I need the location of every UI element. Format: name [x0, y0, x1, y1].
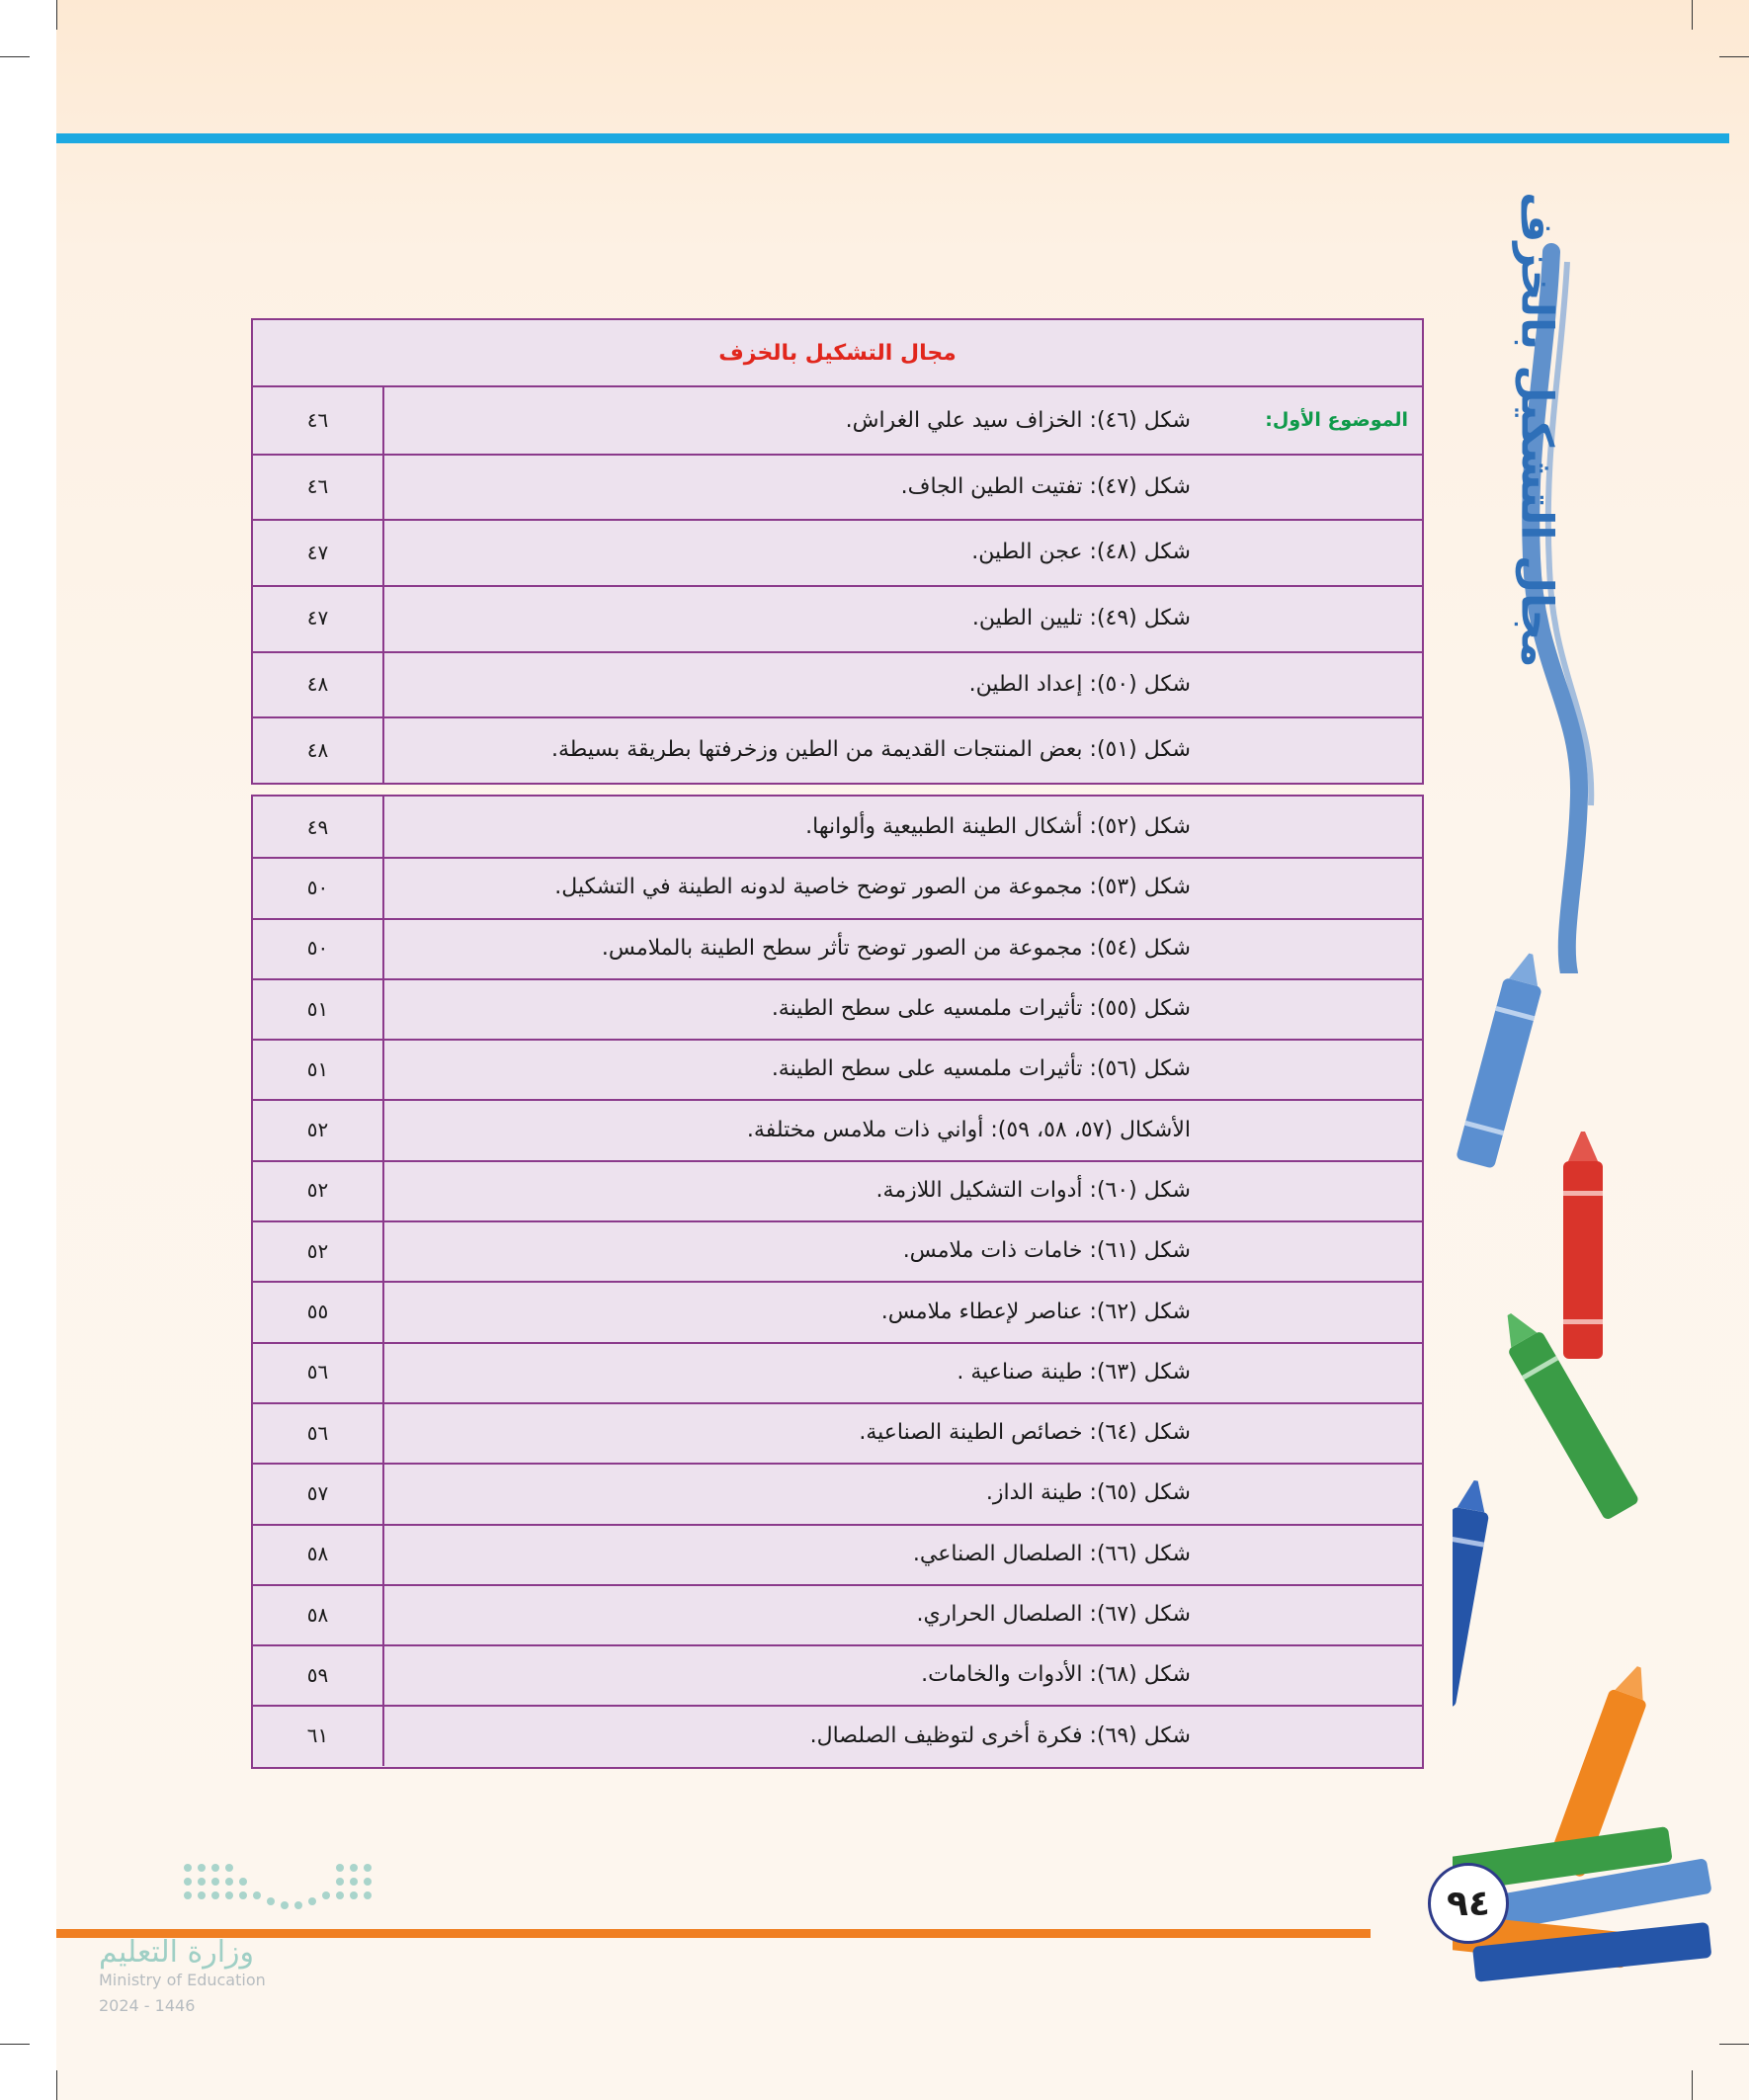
- row-page-number: ٥٠: [253, 857, 384, 917]
- side-title: [1477, 192, 1586, 672]
- row-page-number: ٥٢: [253, 1220, 384, 1281]
- table-row: [253, 1706, 1422, 1766]
- table-row: [253, 519, 1422, 587]
- table-row: [253, 454, 1422, 522]
- row-description: شكل (٦٤): خصائص الطينة الصناعية.: [859, 1420, 1191, 1446]
- table-row: [253, 1402, 1422, 1465]
- row-page-number: ٦١: [253, 1706, 384, 1766]
- table-row: [253, 1342, 1422, 1404]
- row-description: شكل (٦٨): الأدوات والخامات.: [921, 1662, 1191, 1688]
- crop-mark: [0, 2044, 30, 2045]
- table-row: [253, 1160, 1422, 1222]
- toc-table-part-a: [251, 318, 1424, 785]
- top-accent-bar: [56, 133, 1729, 143]
- table-row: [253, 978, 1422, 1041]
- crop-mark: [1692, 2070, 1693, 2100]
- table-row: [253, 1584, 1422, 1646]
- table-row: [253, 1220, 1422, 1283]
- row-page-number: ٤٨: [253, 651, 384, 717]
- row-description: الأشكال (٥٧، ٥٨، ٥٩): أواني ذات ملامس مختلفة.: [746, 1117, 1191, 1142]
- row-description: شكل (٥٤): مجموعة من الصور توضح تأثر سطح الطينة بالملامس.: [601, 935, 1191, 961]
- table-row: [253, 1100, 1422, 1162]
- row-page-number: ٥٦: [253, 1402, 384, 1463]
- row-page-number: ٤٩: [253, 797, 384, 857]
- toc-table-part-b: [251, 795, 1424, 1769]
- row-page-number: ٥١: [253, 1039, 384, 1099]
- table-row: [253, 1524, 1422, 1586]
- side-title-text: مجال التشكيل بالخزف: [1511, 192, 1562, 668]
- row-description: شكل (٦١): خامات ذات ملامس.: [902, 1238, 1191, 1264]
- row-description: شكل (٤٩): تليين الطين.: [971, 605, 1191, 630]
- ministry-arabic-name: وزارة التعليم: [99, 1935, 255, 1970]
- table-row: [253, 1463, 1422, 1525]
- row-description: شكل (٦٣): طينة صناعية .: [957, 1359, 1191, 1385]
- crop-mark: [0, 56, 30, 57]
- row-description: شكل (٥٣): مجموعة من الصور توضح خاصية لدونه الطينة في التشكيل.: [554, 875, 1191, 900]
- crop-mark: [56, 2070, 57, 2100]
- table-row: [253, 1039, 1422, 1101]
- table-header-row: [253, 320, 1422, 387]
- table-row: [253, 651, 1422, 719]
- topic-label: الموضوع الأول:: [1265, 409, 1408, 432]
- crop-mark: [56, 0, 57, 30]
- page-number: ٩٤: [1447, 1883, 1490, 1924]
- row-description: شكل (٤٦): الخزاف سيد علي الغراش.: [845, 407, 1191, 433]
- row-page-number: ٥٨: [253, 1524, 384, 1584]
- row-page-number: ٤٧: [253, 585, 384, 651]
- row-description: شكل (٦٠): أدوات التشكيل اللازمة.: [875, 1177, 1191, 1203]
- row-page-number: ٥٦: [253, 1342, 384, 1402]
- row-description: شكل (٥٠): إعداد الطين.: [968, 671, 1191, 697]
- row-page-number: ٥٧: [253, 1463, 384, 1523]
- row-description: شكل (٦٩): فكرة أخرى لتوظيف الصلصال.: [809, 1722, 1191, 1748]
- row-description: شكل (٦٢): عناصر لإعطاء ملامس.: [880, 1299, 1191, 1324]
- row-description: شكل (٥٥): تأثيرات ملمسيه على سطح الطينة.: [771, 996, 1191, 1022]
- row-page-number: ٤٧: [253, 519, 384, 585]
- row-description: شكل (٤٧): تفتيت الطين الجاف.: [900, 473, 1191, 499]
- row-description: شكل (٥١): بعض المنتجات القديمة من الطين وزخرفتها بطريقة بسيطة.: [551, 737, 1191, 763]
- table-row: [253, 857, 1422, 919]
- crop-mark: [1719, 56, 1749, 57]
- row-page-number: ٥٢: [253, 1100, 384, 1160]
- row-description: شكل (٤٨): عجن الطين.: [971, 540, 1191, 565]
- row-description: شكل (٦٧): الصلصال الحراري.: [916, 1602, 1191, 1628]
- row-page-number: ٤٦: [253, 454, 384, 520]
- row-description: شكل (٥٦): تأثيرات ملمسيه على سطح الطينة.: [771, 1056, 1191, 1082]
- ministry-year: 2024 - 1446: [99, 1996, 196, 2015]
- row-page-number: ٥٩: [253, 1644, 384, 1705]
- crop-mark: [1719, 2044, 1749, 2045]
- table-row: [253, 1281, 1422, 1343]
- row-description: شكل (٥٢): أشكال الطينة الطبيعية وألوانها.: [805, 814, 1191, 840]
- ministry-english-name: Ministry of Education: [99, 1971, 266, 1989]
- crayons-illustration: [1453, 949, 1749, 1996]
- row-page-number: ٤٨: [253, 717, 384, 784]
- row-description: شكل (٦٦): الصلصال الصناعي.: [912, 1541, 1191, 1566]
- row-page-number: ٥٢: [253, 1160, 384, 1220]
- table-row: [253, 717, 1422, 784]
- row-page-number: ٥٥: [253, 1281, 384, 1341]
- row-page-number: ٥٠: [253, 918, 384, 978]
- table-row: [253, 1644, 1422, 1707]
- table-header-title: مجال التشكيل بالخزف: [718, 340, 957, 366]
- row-page-number: ٤٦: [253, 387, 384, 454]
- row-page-number: ٥٨: [253, 1584, 384, 1644]
- table-row: [253, 918, 1422, 980]
- table-row: [253, 797, 1422, 859]
- row-description: شكل (٦٥): طينة الداز.: [985, 1480, 1191, 1506]
- ministry-logo-dots-icon: [178, 1858, 455, 1917]
- crop-mark: [1692, 0, 1693, 30]
- page-number-circle: [1428, 1863, 1509, 1944]
- table-row: [253, 387, 1422, 456]
- table-row: [253, 585, 1422, 653]
- row-page-number: ٥١: [253, 978, 384, 1039]
